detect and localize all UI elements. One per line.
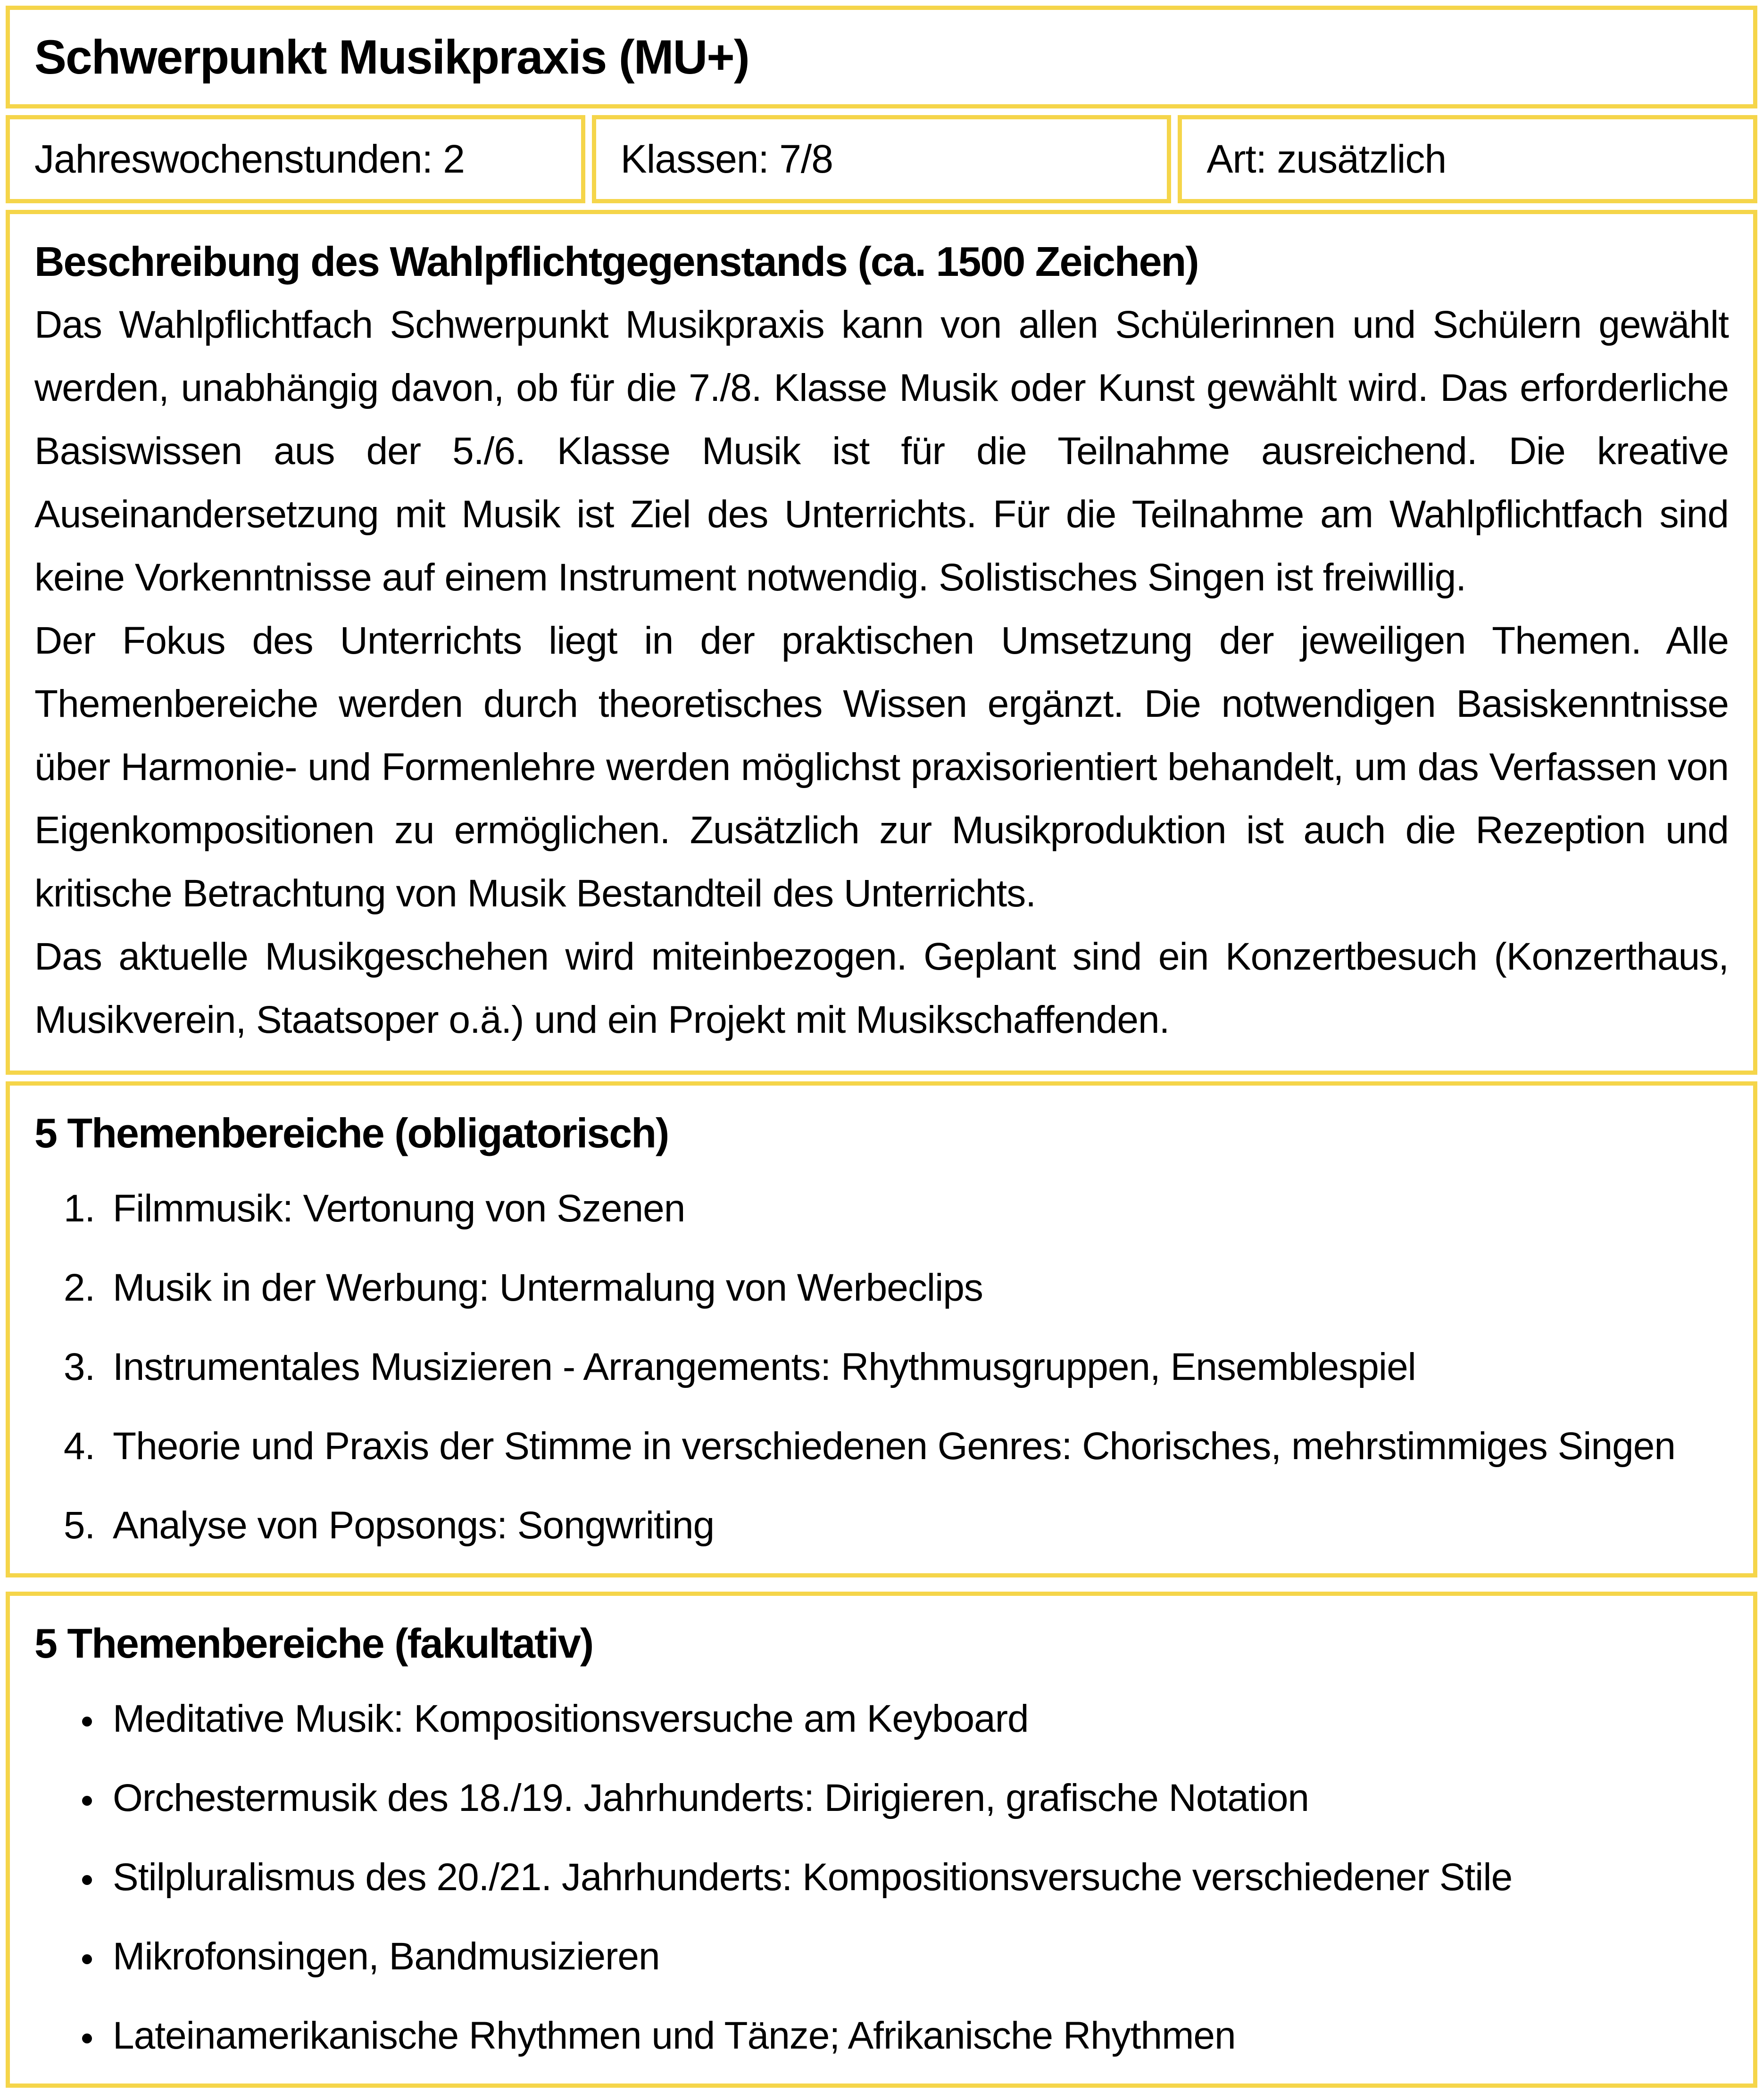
meta-cell-type xyxy=(1178,115,1757,203)
optional-topic-item: • Orchestermusik des 18./19. Jahrhunderts: Dirigieren, grafische Notation xyxy=(105,1767,1729,1830)
mandatory-topic-item: 3. Instrumentales Musizieren - Arrangements: Rhythmusgruppen, Ensemblespiel xyxy=(105,1336,1729,1399)
mandatory-topics-box xyxy=(6,1081,1757,1577)
description-paragraph: Der Fokus des Unterrichts liegt in der praktischen Umsetzung der jeweiligen Themen. Alle Themenbereiche werden durch theoretisches Wissen ergänzt. Die notwendigen Basiskenntnisse über Harmonie- und Formenlehre werden möglichst praxisorientiert behandelt, um das Verfassen von Eigenkompositionen zu ermöglichen. Zusätzlich zur Musikproduktion ist auch die Rezeption und kritische Betrachtung von Musik Bestandteil des Unterrichts. xyxy=(34,619,1729,915)
description-paragraph: Das aktuelle Musikgeschehen wird miteinbezogen. Geplant sind ein Konzertbesuch (Konzerthaus, Musikverein, Staatsoper o.ä.) und ein Projekt mit Musikschaffenden. xyxy=(34,935,1729,1042)
title-box xyxy=(6,6,1757,108)
mandatory-topic-item: 5. Analyse von Popsongs: Songwriting xyxy=(105,1494,1729,1557)
optional-topic-item: • Meditative Musik: Kompositionsversuche am Keyboard xyxy=(105,1687,1729,1751)
optional-topic-item: • Lateinamerikanische Rhythmen und Tänze; Afrikanische Rhythmen xyxy=(105,2004,1729,2067)
description-box xyxy=(6,210,1757,1075)
mandatory-topic-item: 1. Filmmusik: Vertonung von Szenen xyxy=(105,1177,1729,1240)
mandatory-topic-item: 2. Musik in der Werbung: Untermalung von Werbeclips xyxy=(105,1256,1729,1320)
meta-cell-hours xyxy=(6,115,585,203)
optional-topics-heading: 5 Themenbereiche (fakultativ) xyxy=(34,1620,593,1667)
course-title: Schwerpunkt Musikpraxis (MU+) xyxy=(34,30,749,84)
description-paragraphs xyxy=(34,293,1729,1052)
type-value: Art: zusätzlich xyxy=(1206,137,1447,182)
optional-topics-box xyxy=(6,1592,1757,2088)
mandatory-topics-list xyxy=(34,1177,1729,1557)
optional-topic-item: • Stilpluralismus des 20./21. Jahrhunderts: Kompositionsversuche verschiedener Stile xyxy=(105,1846,1729,1909)
mandatory-topic-item: 4. Theorie und Praxis der Stimme in verschiedenen Genres: Chorisches, mehrstimmiges Singen xyxy=(105,1415,1729,1478)
meta-row xyxy=(6,115,1757,203)
meta-cell-classes xyxy=(592,115,1172,203)
description-paragraph: Das Wahlpflichtfach Schwerpunkt Musikpraxis kann von allen Schülerinnen und Schülern gewählt werden, unabhängig davon, ob für die 7./8. Klasse Musik oder Kunst gewählt wird. Das erforderliche Basiswissen aus der 5./6. Klasse Musik ist für die Teilnahme ausreichend. Die kreative Auseinandersetzung mit Musik ist Ziel des Unterrichts. Für die Teilnahme am Wahlpflichtfach sind keine Vorkenntnisse auf einem Instrument notwendig. Solistisches Singen ist freiwillig. xyxy=(34,303,1729,599)
optional-topic-item: • Mikrofonsingen, Bandmusizieren xyxy=(105,1925,1729,1988)
classes-value: Klassen: 7/8 xyxy=(620,137,833,182)
description-heading: Beschreibung des Wahlpflichtgegenstands (ca. 1500 Zeichen) xyxy=(34,238,1198,285)
hours-per-week-value: Jahreswochenstunden: 2 xyxy=(34,137,465,182)
mandatory-topics-heading: 5 Themenbereiche (obligatorisch) xyxy=(34,1110,669,1157)
optional-topics-list xyxy=(34,1687,1729,2067)
